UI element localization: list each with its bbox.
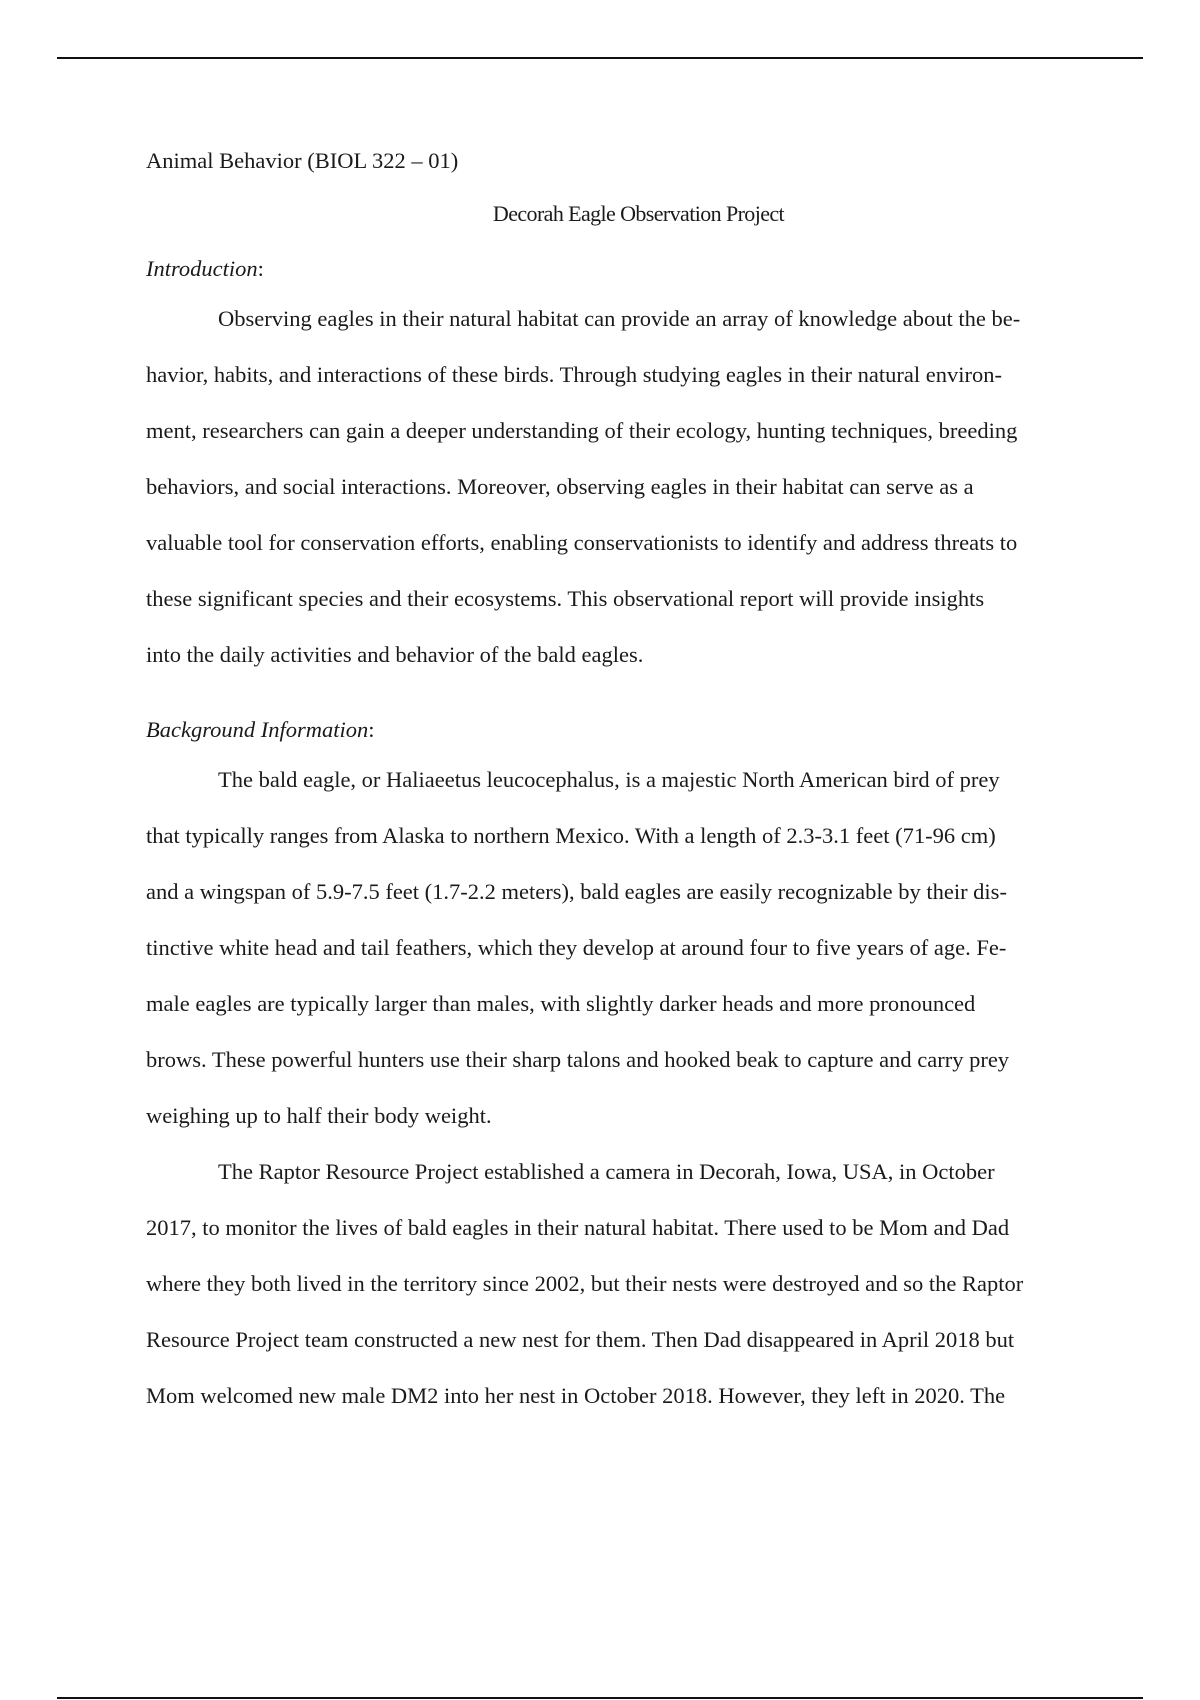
paragraph-introduction-1 xyxy=(146,291,1091,683)
text-line: brows. These powerful hunters use their sharp talons and hooked beak to capture and carry prey xyxy=(146,1047,1010,1072)
section-heading-colon: : xyxy=(257,256,264,281)
text-line: into the daily activities and behavior of the bald eagles. xyxy=(146,642,644,667)
text-line: The bald eagle, or Haliaeetus leucocephalus, is a majestic North American bird of prey xyxy=(218,767,1000,792)
section-heading-colon: : xyxy=(368,717,375,742)
text-line: Observing eagles in their natural habitat can provide an array of knowledge about the be- xyxy=(218,306,1021,331)
section-heading-text: Introduction xyxy=(146,256,258,281)
document-page xyxy=(146,138,1091,1424)
header-rule xyxy=(57,57,1143,59)
text-line: Resource Project team constructed a new nest for them. Then Dad disappeared in April 2018 but xyxy=(146,1327,1015,1352)
text-line: 2017, to monitor the lives of bald eagles in their natural habitat. There used to be Mom and Dad xyxy=(146,1215,1010,1240)
text-line: behaviors, and social interactions. Moreover, observing eagles in their habitat can serve as a xyxy=(146,474,974,499)
text-line: and a wingspan of 5.9-7.5 feet (1.7-2.2 meters), bald eagles are easily recognizable by their dis- xyxy=(146,879,1007,904)
text-line: weighing up to half their body weight. xyxy=(146,1103,492,1128)
document-title: Decorah Eagle Observation Project xyxy=(492,201,785,226)
section-heading-text: Background Information xyxy=(146,717,369,742)
text-line: ment, researchers can gain a deeper understanding of their ecology, hunting techniques, breeding xyxy=(146,418,1018,443)
text-line: that typically ranges from Alaska to northern Mexico. With a length of 2.3-3.1 feet (71-96 cm) xyxy=(146,823,996,848)
section-heading-background xyxy=(146,707,1091,752)
section-heading-introduction xyxy=(146,246,1091,291)
footer-rule xyxy=(57,1697,1143,1699)
paragraph-background-1 xyxy=(146,752,1091,1144)
text-line: Mom welcomed new male DM2 into her nest in October 2018. However, they left in 2020. The xyxy=(146,1383,1006,1408)
text-line: The Raptor Resource Project established a camera in Decorah, Iowa, USA, in October xyxy=(218,1159,995,1184)
text-line: where they both lived in the territory since 2002, but their nests were destroyed and so the Raptor xyxy=(146,1271,1024,1296)
text-line: male eagles are typically larger than males, with slightly darker heads and more pronounced xyxy=(146,991,976,1016)
text-line: tinctive white head and tail feathers, which they develop at around four to five years of age. Fe- xyxy=(146,935,1007,960)
text-line: havior, habits, and interactions of these birds. Through studying eagles in their natural environ- xyxy=(146,362,1002,387)
text-line: valuable tool for conservation efforts, enabling conservationists to identify and address threats to xyxy=(146,530,1018,555)
paragraph-background-2 xyxy=(146,1144,1091,1424)
text-line: these significant species and their ecosystems. This observational report will provide insights xyxy=(146,586,985,611)
course-line: Animal Behavior (BIOL 322 – 01) xyxy=(146,148,459,173)
